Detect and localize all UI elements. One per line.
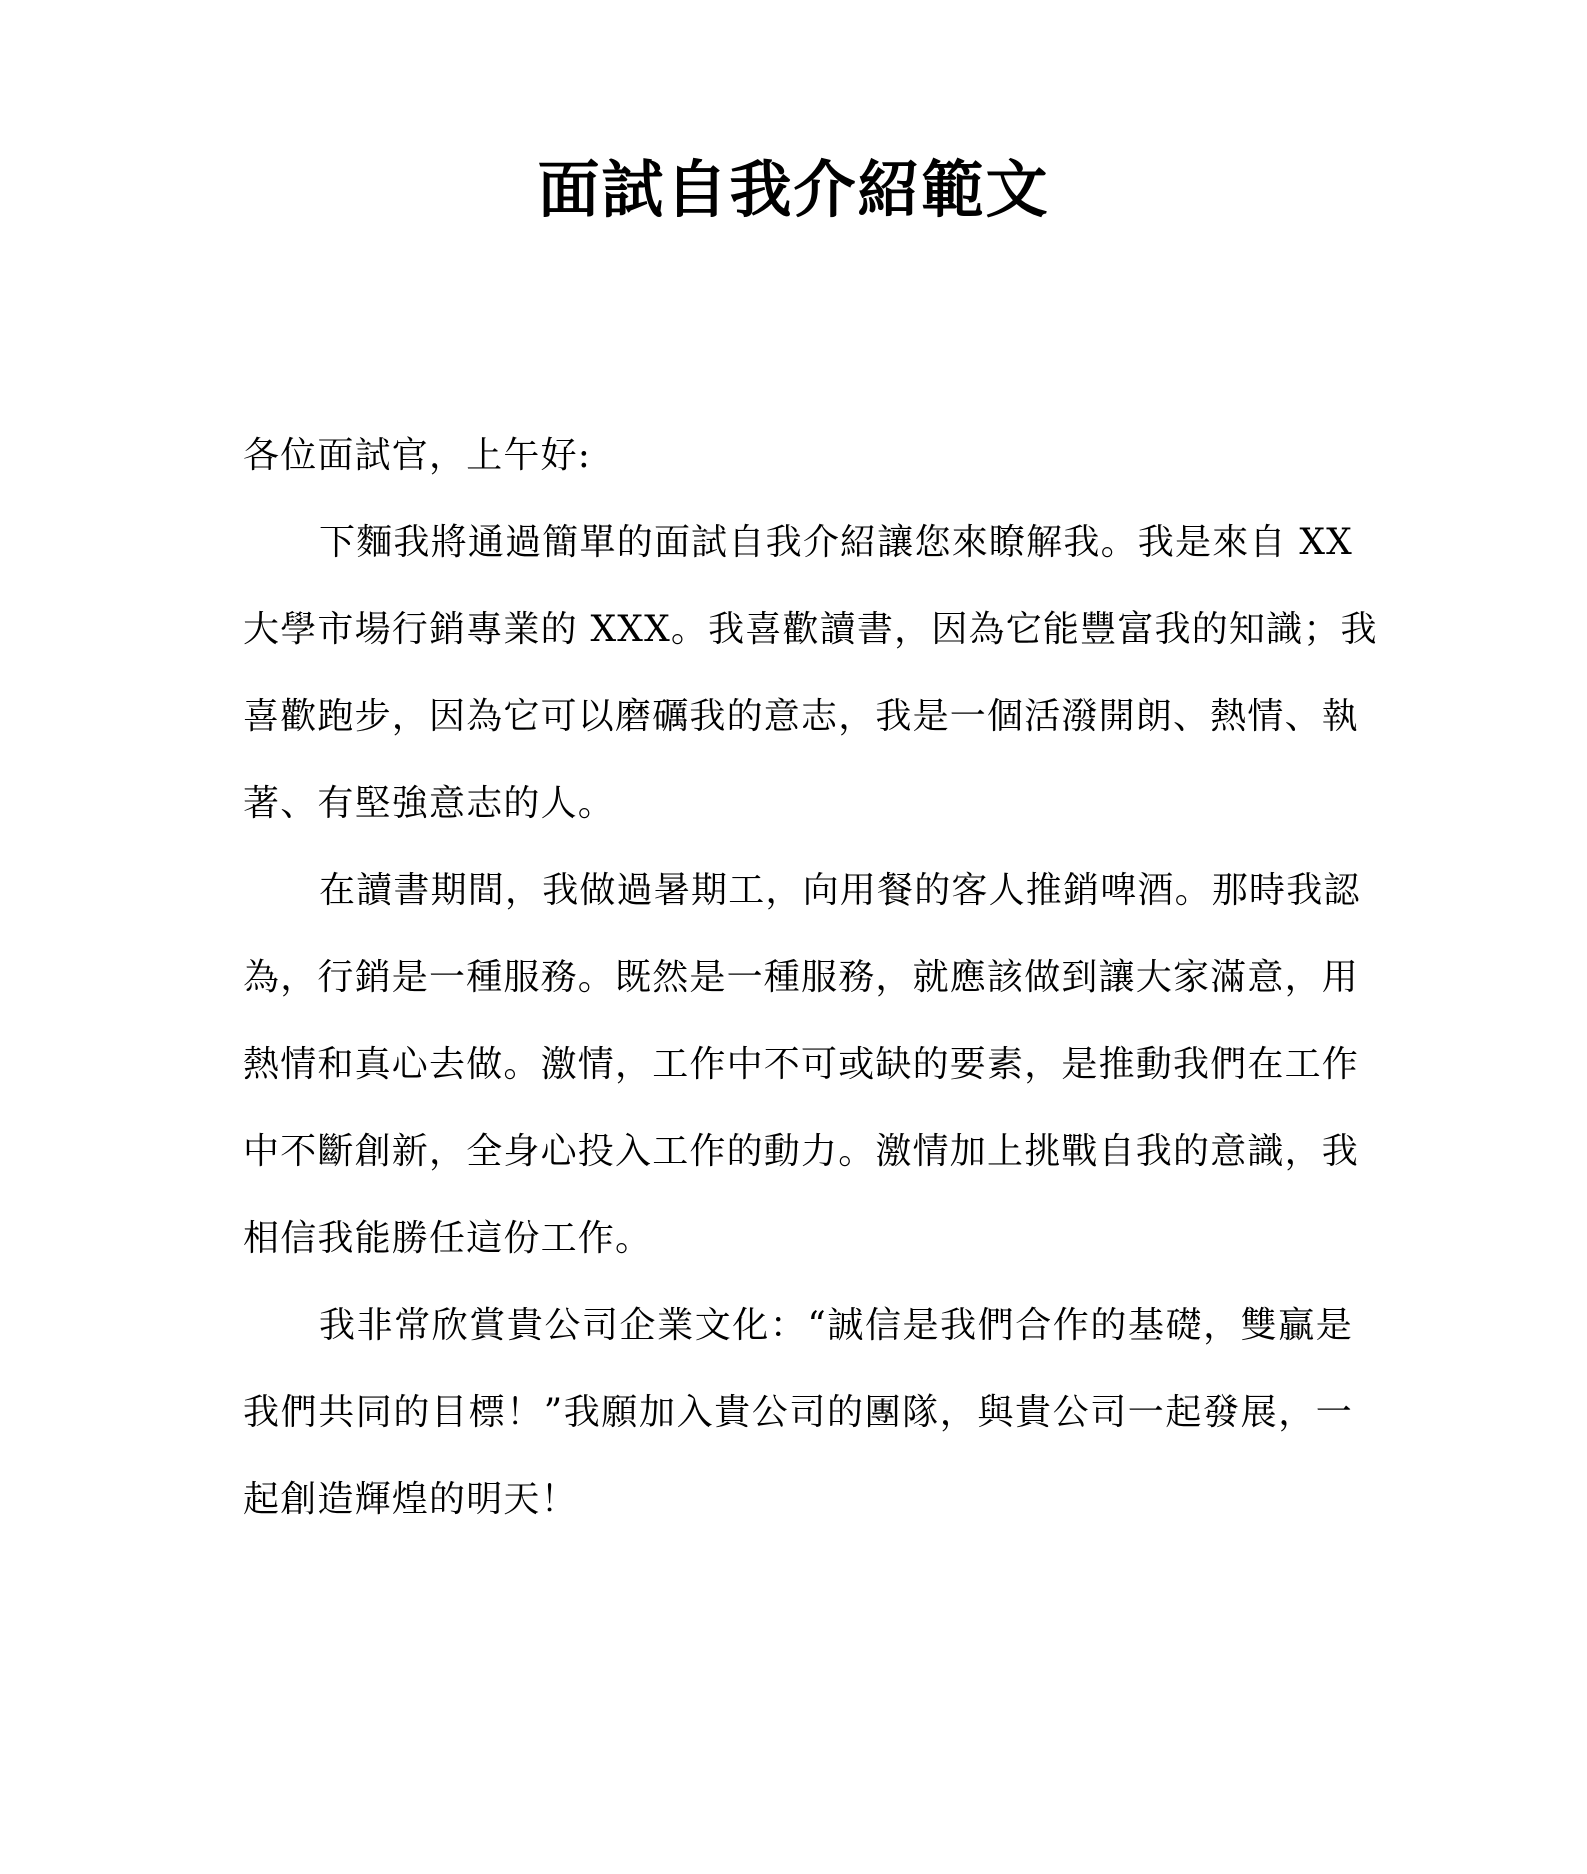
paragraph-line: 我非常欣賞貴公司企業文化：“誠信是我們合作的基礎，雙贏是 <box>319 1305 1353 1346</box>
paragraph-line: 在讀書期間，我做過暑期工，向用餐的客人推銷啤酒。那時我認 <box>319 870 1361 911</box>
paragraph-line: 為，行銷是一種服務。既然是一種服務，就應該做到讓大家滿意，用 <box>243 957 1360 998</box>
paragraph-line: 著、有堅強意志的人。 <box>243 783 616 824</box>
paragraph-line: 起創造輝煌的明天！ <box>243 1479 578 1520</box>
paragraph-line: 大學市場行銷專業的 XXX。我喜歡讀書，因為它能豐富我的知識；我 <box>243 609 1378 650</box>
paragraph-line: 我們共同的目標！”我願加入貴公司的團隊，與貴公司一起發展，一 <box>243 1392 1353 1433</box>
paragraph-line: 相信我能勝任這份工作。 <box>243 1218 653 1259</box>
paragraph-line: 下麵我將通過簡單的面試自我介紹讓您來瞭解我。我是來自 XX <box>319 522 1353 563</box>
paragraph-line: 喜歡跑步，因為它可以磨礪我的意志，我是一個活潑開朗、熱情、執 <box>243 696 1360 737</box>
paragraph-line: 熱情和真心去做。激情，工作中不可或缺的要素，是推動我們在工作 <box>243 1044 1360 1085</box>
document-title: 面試自我介紹範文 <box>537 153 1050 226</box>
greeting-line: 各位面試官，上午好: <box>243 435 592 476</box>
paragraph-line: 中不斷創新，全身心投入工作的動力。激情加上挑戰自我的意識，我 <box>243 1131 1360 1172</box>
